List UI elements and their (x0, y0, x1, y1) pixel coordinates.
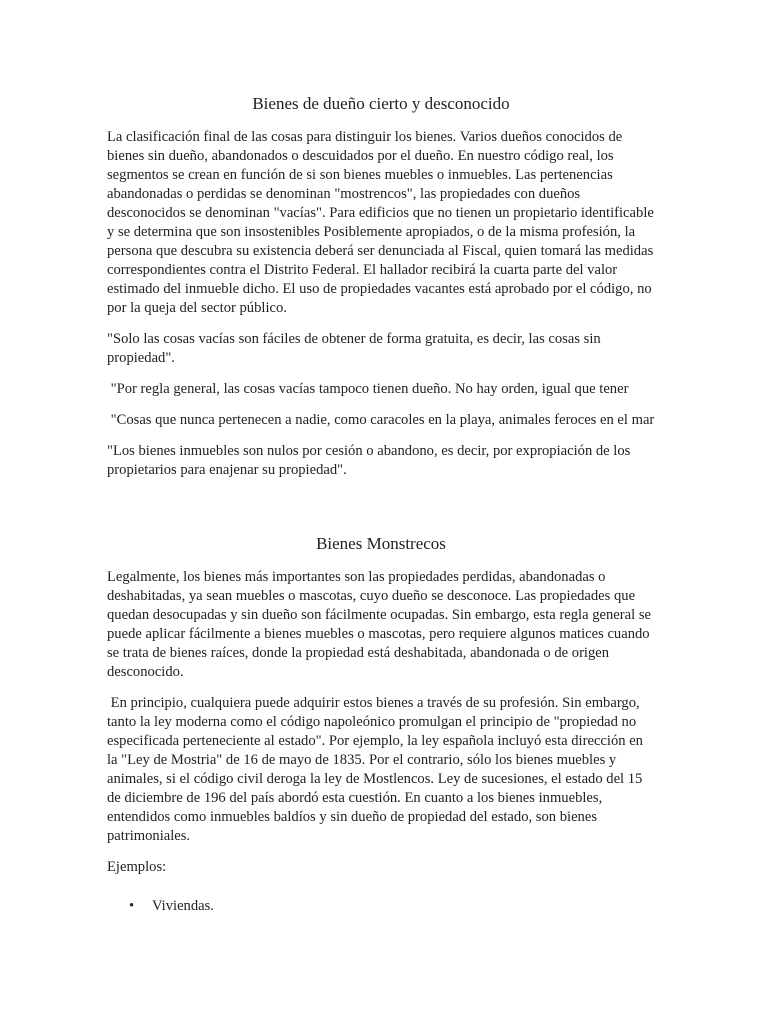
bullet-icon: • (129, 898, 135, 914)
paragraph-legalmente: Legalmente, los bienes más importantes son las propiedades perdidas, abandonadas o deshabitadas, ya sean muebles o mascotas, cuyo dueño se desconoce. Las propiedades que quedan desocupadas y sin dueño son fácilmente ocupadas. Sin embargo, esta regla general se puede aplicar fácilmente a bienes muebles o mascotas, pero requiere algunos matices cuando se trata de bienes raíces, donde la propiedad está deshabitada, abandonada o de origen desconocido. (107, 569, 655, 680)
paragraph-clasificacion: La clasificación final de las cosas para distinguir los bienes. Varios dueños conocidos de bienes sin dueño, abandonados o descuidados por el dueño. En nuestro código real, los segmentos se crean en función de si son bienes muebles o inmuebles. Las pertenencias abandonadas o perdidas se denominan "mostrencos", las propiedades con dueños desconocidos se denominan "vacías". Para edificios que no tienen un propietario identificable y se determina que son insostenibles Posiblemente apropiados, o de la misma profesión, la persona que descubra su existencia deberá ser denunciada al Fiscal, quien tomará las medidas correspondientes contra el Distrito Federal. El hallador recibirá la cuarta parte del valor estimado del inmueble dicho. El uso de propiedades vacantes está aprobado por el código, no por la queja del sector público. (107, 129, 658, 316)
list-item (107, 897, 655, 916)
section-title-monstrecos: Bienes Monstrecos (316, 534, 446, 553)
section-title-dueno: Bienes de dueño cierto y desconocido (252, 94, 510, 113)
examples-label: Ejemplos: (107, 859, 167, 875)
section-gap (107, 492, 655, 524)
document-page (107, 84, 658, 916)
list-item-text: Viviendas. (152, 898, 214, 914)
quote-caracoles: "Cosas que nunca pertenecen a nadie, como caracoles en la playa, animales feroces en el mar (107, 412, 655, 428)
paragraph-en-principio: En principio, cualquiera puede adquirir estos bienes a través de su profesión. Sin embargo, tanto la ley moderna como el código napoleónico promulgan el principio de "propiedad no especificada perteneciente al estado". Por ejemplo, la ley española incluyó esta dirección en la "Ley de Mostria" de 16 de mayo de 1835. Por el contrario, sólo los bienes muebles y animales, si el código civil deroga la ley de Mostlencos. Ley de sucesiones, el estado del 15 de diciembre de 196 del país abordó esta cuestión. En cuanto a los bienes inmuebles, entendidos como inmuebles baldíos y sin dueño de propiedad del estado, son bienes patrimoniales. (107, 695, 647, 844)
examples-list (107, 897, 655, 916)
quote-bienes-inmuebles: "Los bienes inmuebles son nulos por cesión o abandono, es decir, por expropiación de los propietarios para enajenar su propiedad". (107, 443, 634, 478)
quote-cosas-vacias: "Solo las cosas vacías son fáciles de obtener de forma gratuita, es decir, las cosas sin propiedad". (107, 331, 605, 366)
quote-regla-general: "Por regla general, las cosas vacías tampoco tienen dueño. No hay orden, igual que tener (107, 381, 629, 397)
